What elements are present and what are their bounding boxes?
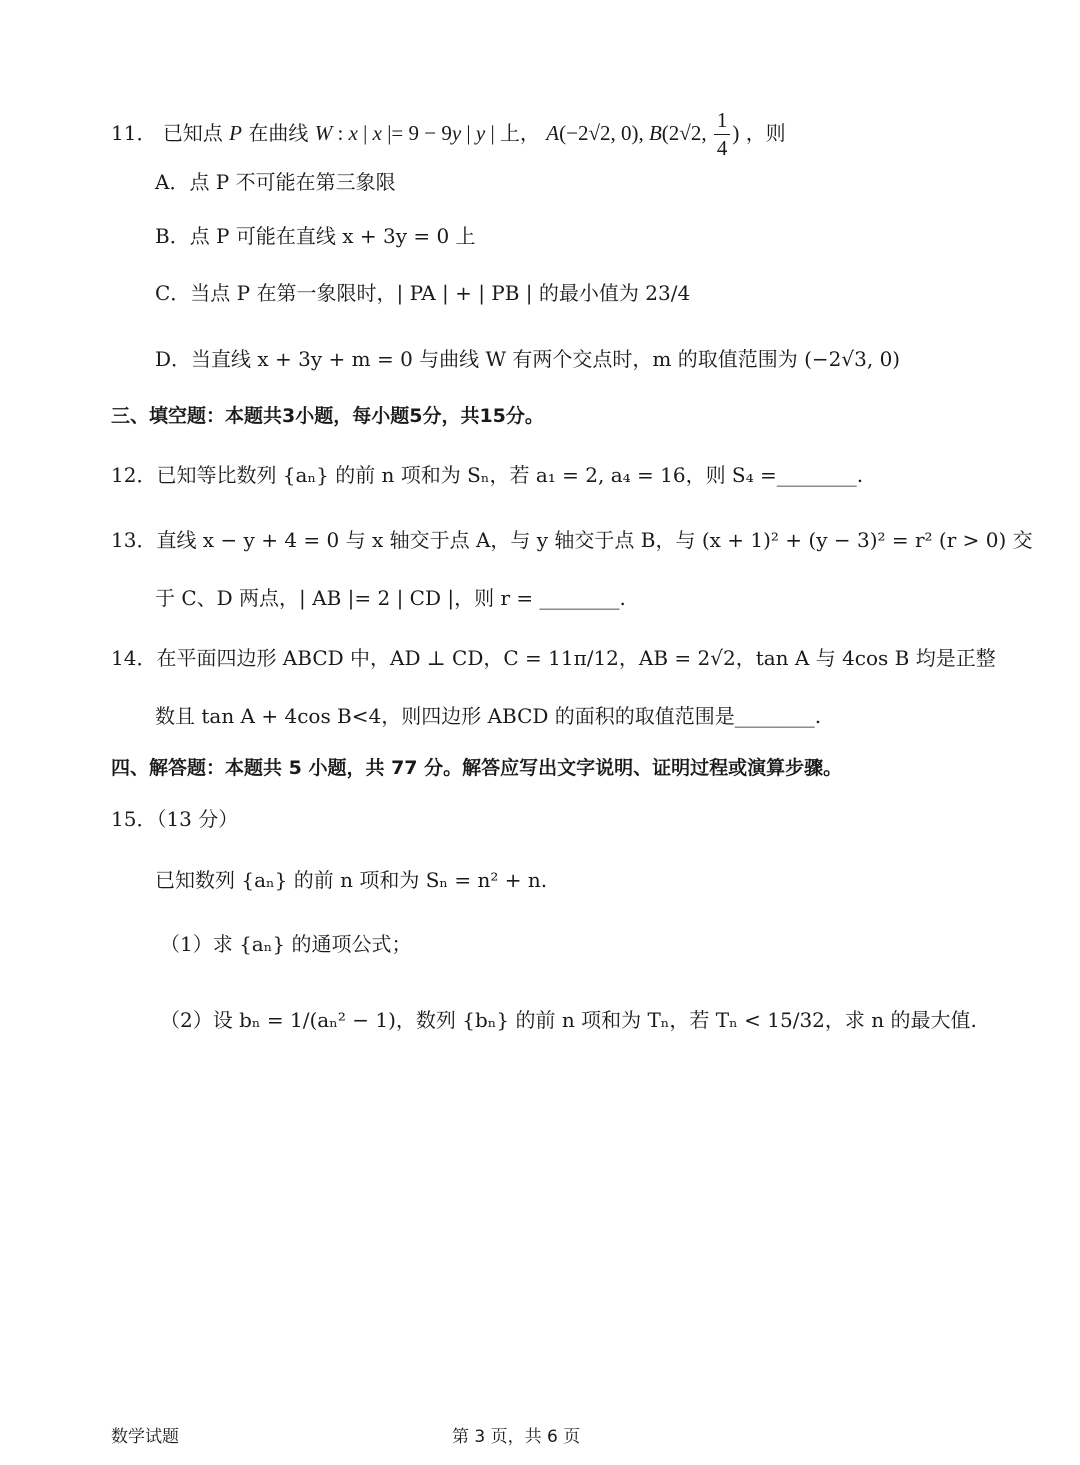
section-4-header: 四、解答题：本题共 5 小题，共 77 分。解答应写出文字说明、证明过程或演算步骤。	[111, 757, 843, 779]
q11-text-c: 上，	[499, 121, 540, 145]
q14-line1: 14．在平面四边形 ABCD 中，AD ⊥ CD，C = 11π/12，AB = 2√2，tan A 与 4cos B 均是正整	[111, 646, 996, 670]
q11-stem: 11． 已知点 P 在曲线 W : x | x |= 9 − 9y | y | 上， A(−2√2, 0), B(2√2, $\frac{1}{4}$ ) ，则	[111, 108, 786, 160]
q11-option-d: D．当直线 x + 3y + m = 0 与曲线 W 有两个交点时，m 的取值范围为 (−2√3, 0)	[155, 347, 901, 371]
q14-line2: 数且 tan A + 4cos B<4，则四边形 ABCD 的面积的取值范围是________.	[155, 704, 822, 728]
q11-option-a: A．点 P 不可能在第三象限	[155, 170, 396, 194]
q11-fraction: $\frac{1}{4}$	[714, 110, 731, 159]
q11-text-d: ，则	[745, 121, 786, 145]
q13-line2: 于 C、D 两点，| AB |= 2 | CD |，则 r = ________.	[155, 586, 626, 610]
footer-page-number: 第 3 页，共 6 页	[452, 1427, 581, 1447]
q15-part1: （1）求 {aₙ} 的通项公式；	[160, 932, 412, 956]
q11-option-b: B．点 P 可能在直线 x + 3y = 0 上	[155, 224, 476, 248]
q13-line1: 13．直线 x − y + 4 = 0 与 x 轴交于点 A，与 y 轴交于点 B，与 (x + 1)² + (y − 3)² = r² (r > 0) 交	[111, 528, 1033, 552]
q11-text-b: 在曲线	[248, 121, 309, 145]
q11-text-a: 已知点	[162, 121, 223, 145]
q15-part2: （2）设 bₙ = 1/(aₙ² − 1)，数列 {bₙ} 的前 n 项和为 Tₙ，若 Tₙ < 15/32，求 n 的最大值.	[160, 1008, 977, 1032]
section-3-header: 三、填空题：本题共3小题，每小题5分，共15分。	[111, 405, 544, 427]
q12-text: 12．已知等比数列 {aₙ} 的前 n 项和为 Sₙ，若 a₁ = 2, a₄ = 16，则 S₄ =________.	[111, 463, 864, 487]
footer-subject: 数学试题	[111, 1427, 179, 1447]
q11-number: 11．	[111, 121, 157, 145]
q15-header: 15．（13 分）	[111, 807, 239, 831]
q15-stem: 已知数列 {aₙ} 的前 n 项和为 Sₙ = n² + n.	[155, 868, 548, 892]
q11-option-c: C．当点 P 在第一象限时，| PA | + | PB | 的最小值为 23/4	[155, 281, 691, 305]
